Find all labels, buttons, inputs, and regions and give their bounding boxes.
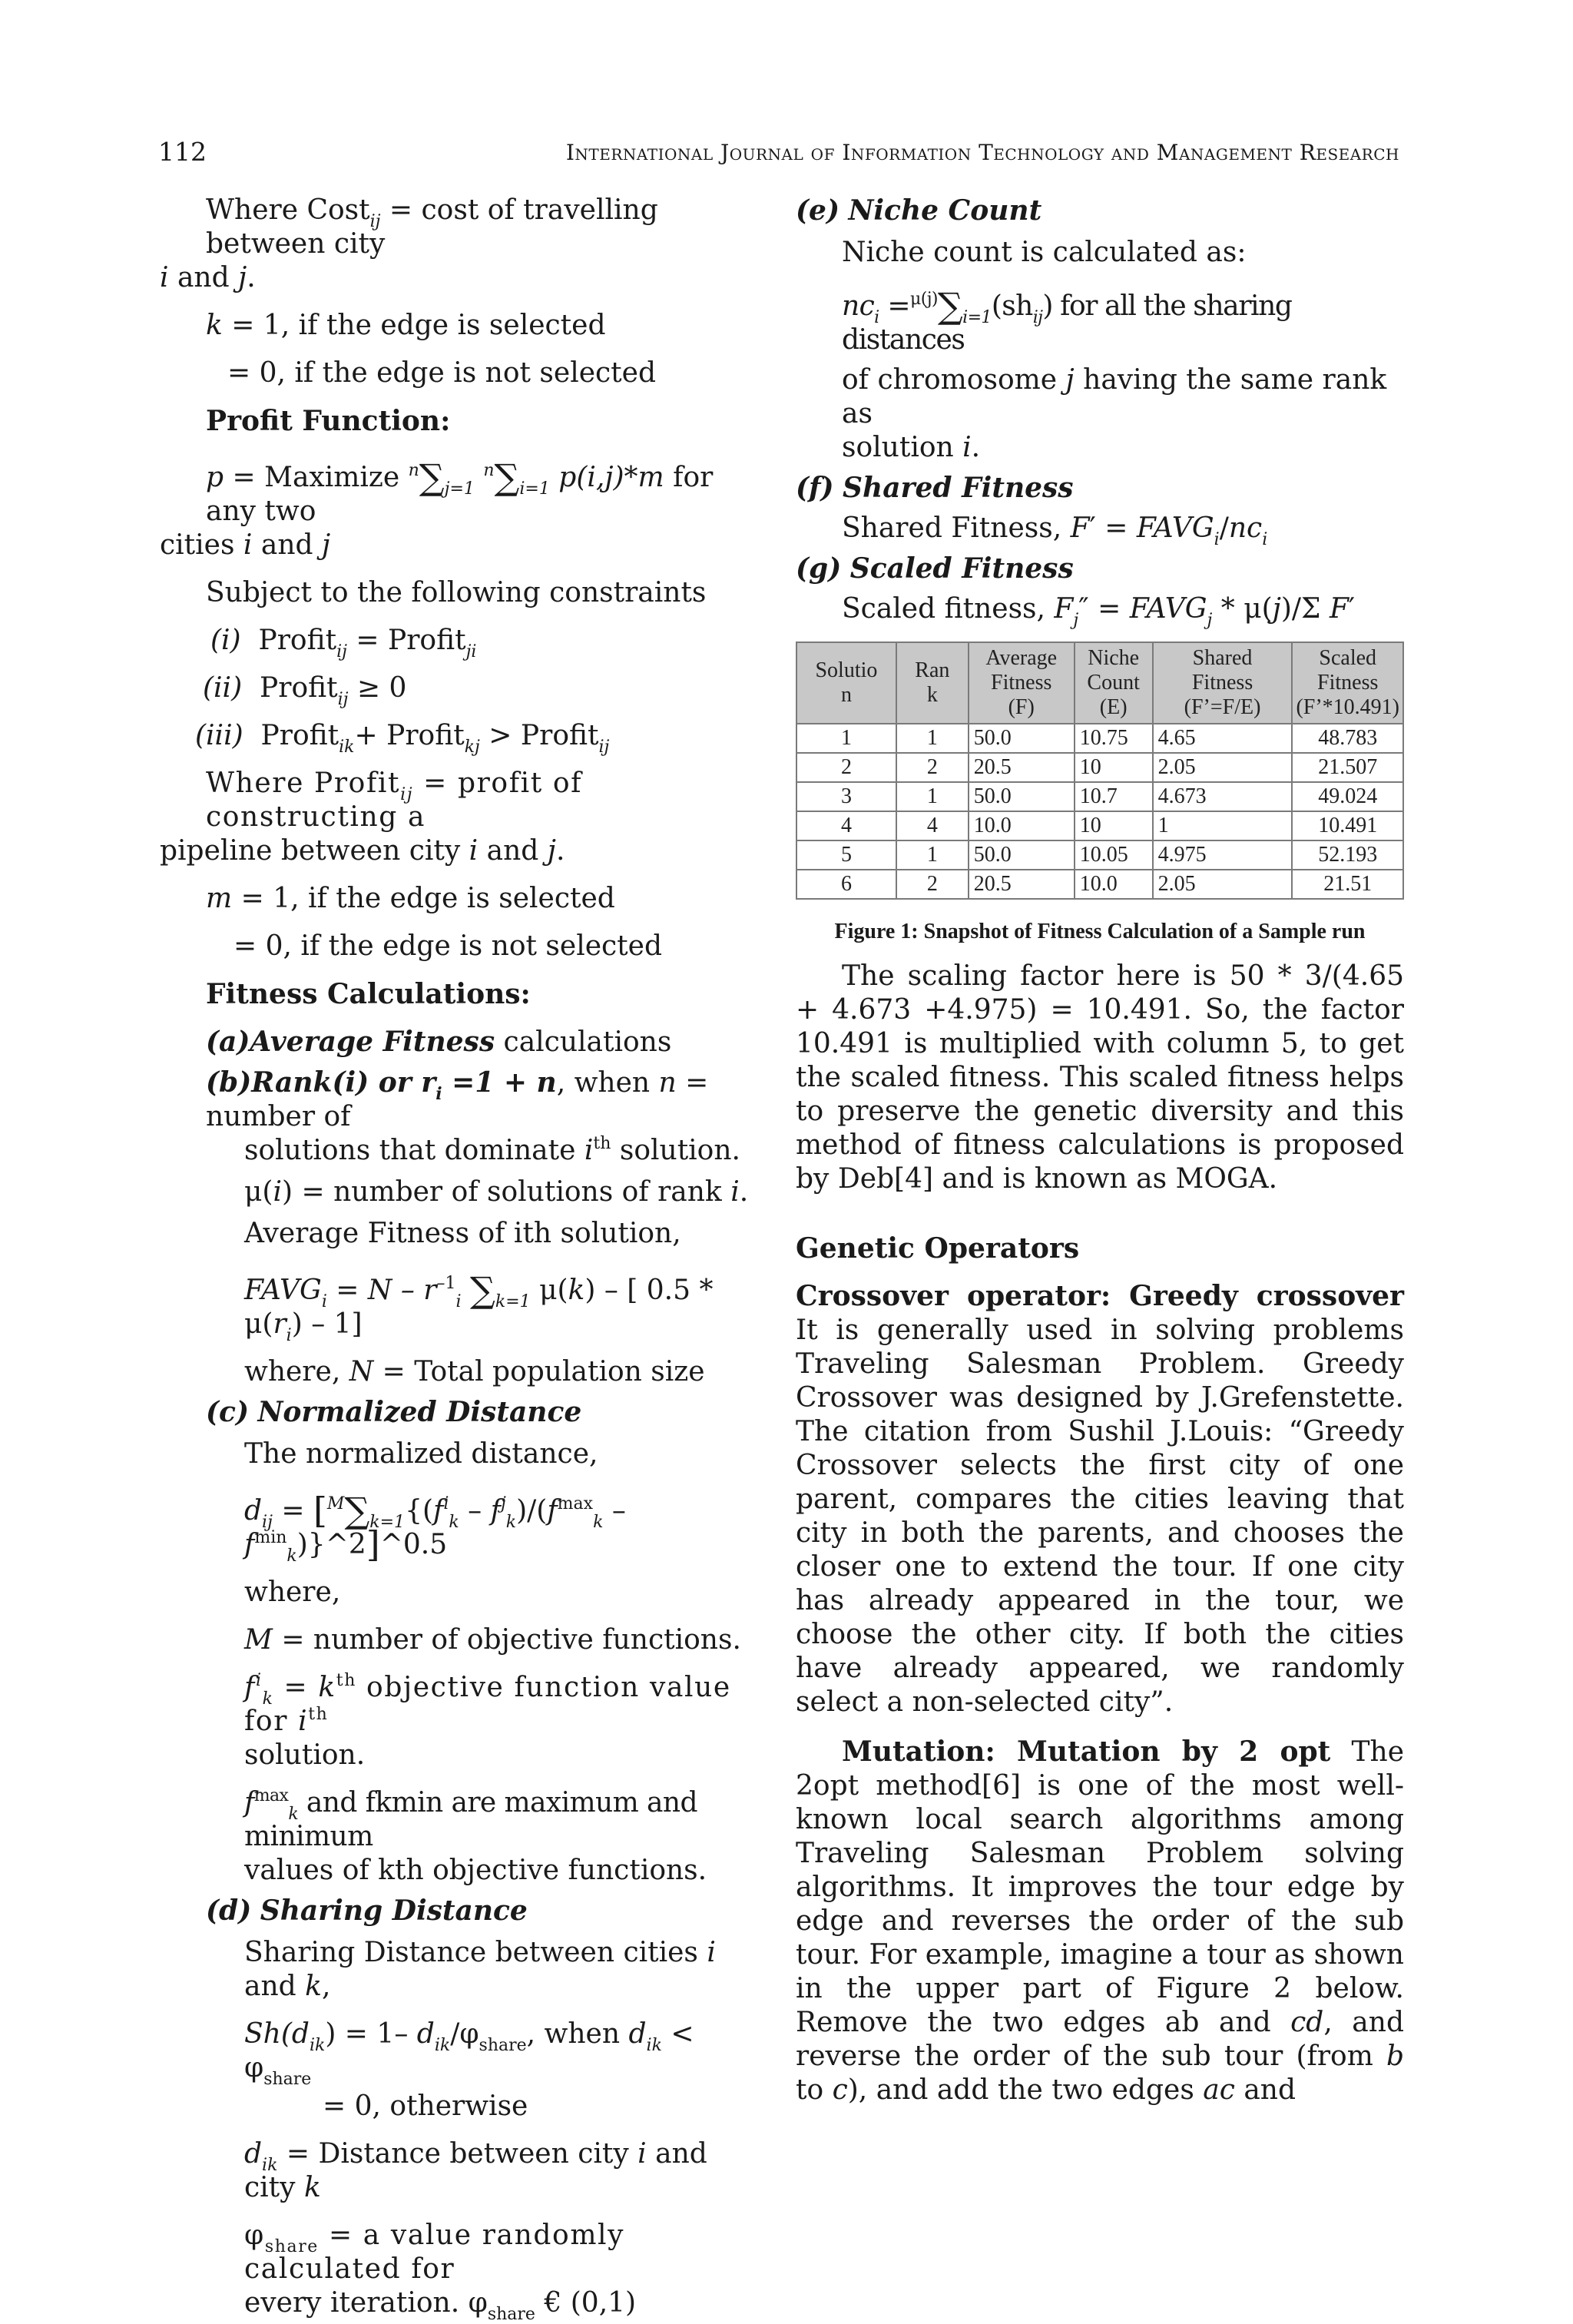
table-row <box>796 870 1403 899</box>
k-not-selected: = 0, if the edge is not selected <box>227 357 656 389</box>
scaling-paragraph: The scaling factor here is 50 * 3/(4.65 + 4.673 +4.975) = 10.491. So, the factor 10.491 is multiplied with column 5, to get the scaled fitness. This scaled fitness helps to preserve the genetic diversity and this method of fitness calculations is proposed by Deb[4] and is known as MOGA. <box>796 960 1404 1195</box>
scaled-fitness-equation: Scaled fitness, $F_j''$ = $FAVG_j * \mu(j)/\Sigma$ F′ <box>842 593 1356 630</box>
table-row <box>796 782 1403 811</box>
table-cell: 48.783 <box>1292 724 1403 753</box>
profit-definition-cont: pipeline between city i and j. <box>160 835 565 867</box>
constraint-3: (iii) Profit$_{ik}$+ Profit$_{kj}$ > Profit$_{ij}$ <box>195 720 610 757</box>
where-n: where, N = Total population size <box>244 1356 705 1387</box>
table-cell: 2 <box>896 753 969 782</box>
profit-equation: p = Maximize $^n\sum_{j=1}$ $^n\sum_{i=1}$ p(i,j)*m for any two <box>206 456 714 527</box>
table-cell: 1 <box>896 782 969 811</box>
fmax-definition: $f^{max}_k$ and fkmin are maximum and minimum <box>244 1786 697 1852</box>
mu-definition: μ(i) = number of solutions of rank i. <box>244 1176 749 1208</box>
table-cell: 52.193 <box>1292 840 1403 870</box>
table-header-cell: Ran k <box>896 642 969 724</box>
table-header-row <box>796 642 1403 724</box>
table-cell: 10.7 <box>1075 782 1153 811</box>
profit-function-heading: Profit Function: <box>206 405 451 437</box>
shared-fitness-equation: Shared Fitness, $F' = FAVG_i/nc_i$ <box>842 512 1268 549</box>
journal-title: International Journal of Information Technology and Management Research <box>565 140 1399 165</box>
table-cell: 2 <box>796 753 896 782</box>
table-cell: 10.0 <box>969 811 1075 840</box>
item-f: (f) Shared Fitness <box>796 472 1074 504</box>
table-header-cell: Niche Count (E) <box>1075 642 1153 724</box>
niche-line: Niche count is calculated as: <box>842 237 1247 268</box>
table-cell: 2 <box>896 870 969 899</box>
left-column <box>160 194 767 2324</box>
table-header-cell: Solutio n <box>796 642 896 724</box>
table-cell: 4.65 <box>1153 724 1293 753</box>
m-not-selected: = 0, if the edge is not selected <box>233 930 662 962</box>
k-selected: k = 1, if the edge is selected <box>206 310 606 341</box>
table-row <box>796 811 1403 840</box>
item-e: (e) Niche Count <box>796 194 1042 227</box>
M-definition: M = number of objective functions. <box>244 1624 741 1656</box>
table-row <box>796 724 1403 753</box>
niche-equation-cont2: solution i. <box>842 432 981 463</box>
m-selected: m = 1, if the edge is selected <box>206 883 615 914</box>
constraints-intro: Subject to the following constraints <box>206 577 707 608</box>
sharing-equation: $Sh(d_{ik}) = 1-$ $d_{ik}/\varphi_{share}$, when $d_{ik} < \varphi_{share}$ <box>244 2018 694 2089</box>
table-cell: 3 <box>796 782 896 811</box>
right-column <box>796 194 1404 2107</box>
table-cell: 20.5 <box>969 870 1075 899</box>
table-cell: 10.75 <box>1075 724 1153 753</box>
table-header-cell: Shared Fitness (F’=F/E) <box>1153 642 1293 724</box>
where-line: where, <box>244 1576 341 1608</box>
page-number: 112 <box>158 137 207 167</box>
table-cell: 10.491 <box>1292 811 1403 840</box>
table-cell: 4 <box>796 811 896 840</box>
constraint-2: (ii) Profit$_{ij}$ ≥ 0 <box>203 672 407 709</box>
niche-equation-cont: of chromosome j having the same rank as <box>842 364 1387 429</box>
cost-definition-cont: i and j. <box>160 262 256 293</box>
table-cell: 20.5 <box>969 753 1075 782</box>
avg-fitness-line: Average Fitness of ith solution, <box>244 1218 681 1249</box>
crossover-paragraph: Crossover operator: Greedy crossover It is generally used in solving problems Traveling Salesman Problem. Greedy Crossover was designed by J.Grefenstette. The citation from Sushil J.Louis: “Greedy Crossover selects the first city of one parent, compares the cities leaving that city in both the parents, and chooses the closer one to extend the tour. If one city has already appeared in the tour, we choose the other city. If both the cities have already appeared, we randomly select a non-selected city”. <box>796 1280 1404 1718</box>
fmax-definition-cont: values of kth objective functions. <box>244 1855 707 1886</box>
table-cell: 2.05 <box>1153 753 1293 782</box>
table-cell: 5 <box>796 840 896 870</box>
cost-definition: Where Cost$_{ij}$ = cost of travelling between city <box>206 194 658 260</box>
item-c: (c) Normalized Distance <box>206 1396 582 1428</box>
phi-definition: $\varphi_{share} = a$ value randomly calculated for <box>244 2220 625 2285</box>
table-cell: 49.024 <box>1292 782 1403 811</box>
item-b: (b)Rank(i) or $r_i =1 + n$, when n = number of <box>206 1066 709 1132</box>
table-cell: 2.05 <box>1153 870 1293 899</box>
table-cell: 10.05 <box>1075 840 1153 870</box>
constraint-1: (i) Profit$_{ij}$ = Profit$_{ji}$ <box>210 625 477 661</box>
table-cell: 1 <box>796 724 896 753</box>
table-cell: 10.0 <box>1075 870 1153 899</box>
fitness-heading: Fitness Calculations: <box>206 978 531 1010</box>
table-cell: 21.51 <box>1292 870 1403 899</box>
fki-definition: $f^i_k = k^{th}$ objective function value for $i^{th}$ <box>244 1671 731 1737</box>
table-cell: 4.673 <box>1153 782 1293 811</box>
favg-equation: $FAVG_i = N - r^{-1}_i$ $\sum_{k=1}$ μ(k) – [ $0.5 * \mu(r_i) - 1$] <box>244 1269 714 1345</box>
table-cell: 1 <box>1153 811 1293 840</box>
table-row <box>796 840 1403 870</box>
table-cell: 1 <box>896 840 969 870</box>
profit-equation-cont: cities i and j <box>160 529 331 561</box>
sharing-line: Sharing Distance between cities i and k, <box>244 1937 716 2002</box>
profit-definition: Where Profit$_{ij}$ = profit of constructing a <box>206 767 583 833</box>
table-cell: 50.0 <box>969 782 1075 811</box>
table-cell: 1 <box>896 724 969 753</box>
distance-equation: $d_{ij} = [^M\sum_{k=1}\{(f^i_k - f^j_k)/(f^{max}_k$ – $f^{min}_k)\}\^{}2]\^{}0.5$ <box>244 1490 626 1566</box>
fki-definition-cont: solution. <box>244 1739 366 1771</box>
item-d: (d) Sharing Distance <box>206 1895 528 1927</box>
normalized-line: The normalized distance, <box>244 1438 598 1470</box>
mutation-paragraph: Mutation: Mutation by 2 opt The 2opt method[6] is one of the most well-known local search algorithms among Traveling Salesman Problem solving algorithms. It improves the tour edge by edge and reverses the order of the sub tour. For example, imagine a tour as shown in the upper part of Figure 2 below. Remove the two edges ab and cd, and reverse the order of the sub tour (from b to c), and add the two edges ac and <box>796 1736 1405 2106</box>
fitness-table <box>796 642 1404 900</box>
table-header-cell: Average Fitness (F) <box>969 642 1075 724</box>
table-cell: 4 <box>896 811 969 840</box>
dik-definition: $d_{ik}$ = Distance between city i and city k <box>244 2138 707 2203</box>
table-cell: 4.975 <box>1153 840 1293 870</box>
table-cell: 6 <box>796 870 896 899</box>
table-cell: 50.0 <box>969 724 1075 753</box>
item-b-cont: solutions that dominate $i^{th}$ solution. <box>244 1134 740 1166</box>
figure-caption: Figure 1: Snapshot of Fitness Calculation of a Sample run <box>834 920 1366 943</box>
table-cell: 21.507 <box>1292 753 1403 782</box>
genetic-operators-heading: Genetic Operators <box>796 1232 1080 1265</box>
item-a: (a)Average Fitness calculations <box>206 1026 672 1058</box>
table-row <box>796 753 1403 782</box>
phi-definition-cont: every iteration. $\varphi_{share}$ € (0,1) <box>244 2287 637 2324</box>
table-cell: 50.0 <box>969 840 1075 870</box>
table-cell: 10 <box>1075 811 1153 840</box>
item-g: (g) Scaled Fitness <box>796 552 1074 585</box>
table-cell: 10 <box>1075 753 1153 782</box>
niche-equation: $nc_i =^{\mu(j)}\sum_{i=1}(sh_{ij})$ for all the sharing distances <box>842 285 1292 356</box>
table-header-cell: Scaled Fitness (F’*10.491) <box>1292 642 1403 724</box>
sharing-otherwise: = 0, otherwise <box>323 2090 528 2122</box>
